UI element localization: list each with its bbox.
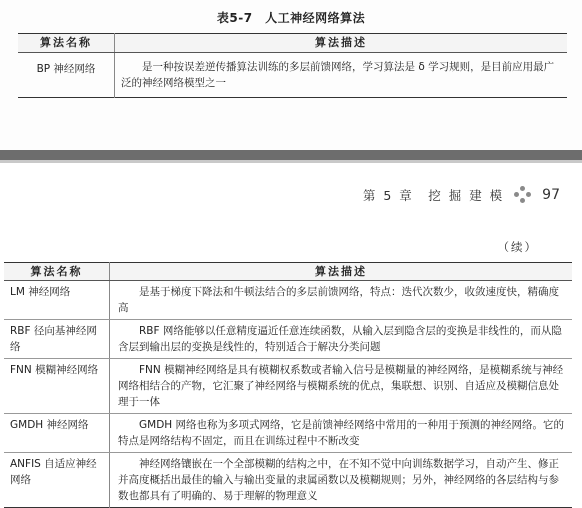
column-header-desc: 算法描述	[115, 34, 568, 53]
column-header-name: 算法名称	[4, 263, 110, 281]
table-row	[4, 414, 572, 453]
algorithm-desc: 神经网络镶嵌在一个全部模糊的结构之中，在不知不觉中向训练数据学习，自动产生、修正并高度概括出最佳的输入与输出变量的隶属函数以及模糊规则；另外，神经网络的各层结构与参数也都具有了明确的、易于理解的物理意义	[118, 458, 559, 502]
table-row	[4, 359, 572, 414]
decorative-dots-icon	[514, 186, 532, 204]
algorithm-desc: 是基于梯度下降法和牛顿法结合的多层前馈网络，特点：迭代次数少，收敛速度快，精确度高	[110, 281, 573, 320]
page-header	[363, 186, 560, 204]
page-divider-shadow	[0, 160, 582, 163]
algorithm-desc: FNN 模糊神经网络是具有模糊权系数或者输入信号是模糊量的神经网络，是模糊系统与神经网络相结合的产物，它汇聚了神经网络与模糊系统的优点，集联想、识别、自适应及模糊信息处理于一体	[110, 359, 573, 414]
algorithm-name: FNN 模糊神经网络	[4, 359, 110, 414]
algorithm-name: RBF 径向基神经网络	[4, 320, 110, 359]
continued-label: （续）	[497, 240, 538, 254]
table-row	[18, 53, 567, 98]
column-header-desc: 算法描述	[110, 263, 573, 281]
table-row	[4, 453, 572, 508]
page-divider	[0, 150, 582, 160]
algorithm-table-top	[18, 33, 567, 98]
chapter-title: 第 5 章 挖 掘 建 模	[362, 188, 505, 203]
top-page	[0, 0, 582, 150]
table-caption: 表5-7 人工神经网络算法	[216, 11, 366, 25]
algorithm-name: ANFIS 自适应神经网络	[4, 453, 110, 508]
algorithm-desc: 是一种按误差逆传播算法训练的多层前馈网络，学习算法是 δ 学习规则，是目前应用最广泛的神经网络模型之一	[121, 61, 555, 89]
page-number: 97	[542, 187, 560, 203]
table-row	[4, 320, 572, 359]
column-header-name: 算法名称	[18, 34, 115, 53]
algorithm-name: GMDH 神经网络	[4, 414, 110, 453]
table-row	[4, 281, 572, 320]
algorithm-name: LM 神经网络	[4, 281, 110, 320]
algorithm-table-bottom	[4, 262, 572, 508]
algorithm-desc: RBF 网络能够以任意精度逼近任意连续函数，从输入层到隐含层的变换是非线性的，而从隐含层到输出层的变换是线性的，特别适合于解决分类问题	[110, 320, 573, 359]
algorithm-desc: GMDH 网络也称为多项式网络，它是前馈神经网络中常用的一种用于预测的神经网络。它的特点是网络结构不固定，而且在训练过程中不断改变	[110, 414, 573, 453]
algorithm-name: BP 神经网络	[18, 53, 115, 98]
